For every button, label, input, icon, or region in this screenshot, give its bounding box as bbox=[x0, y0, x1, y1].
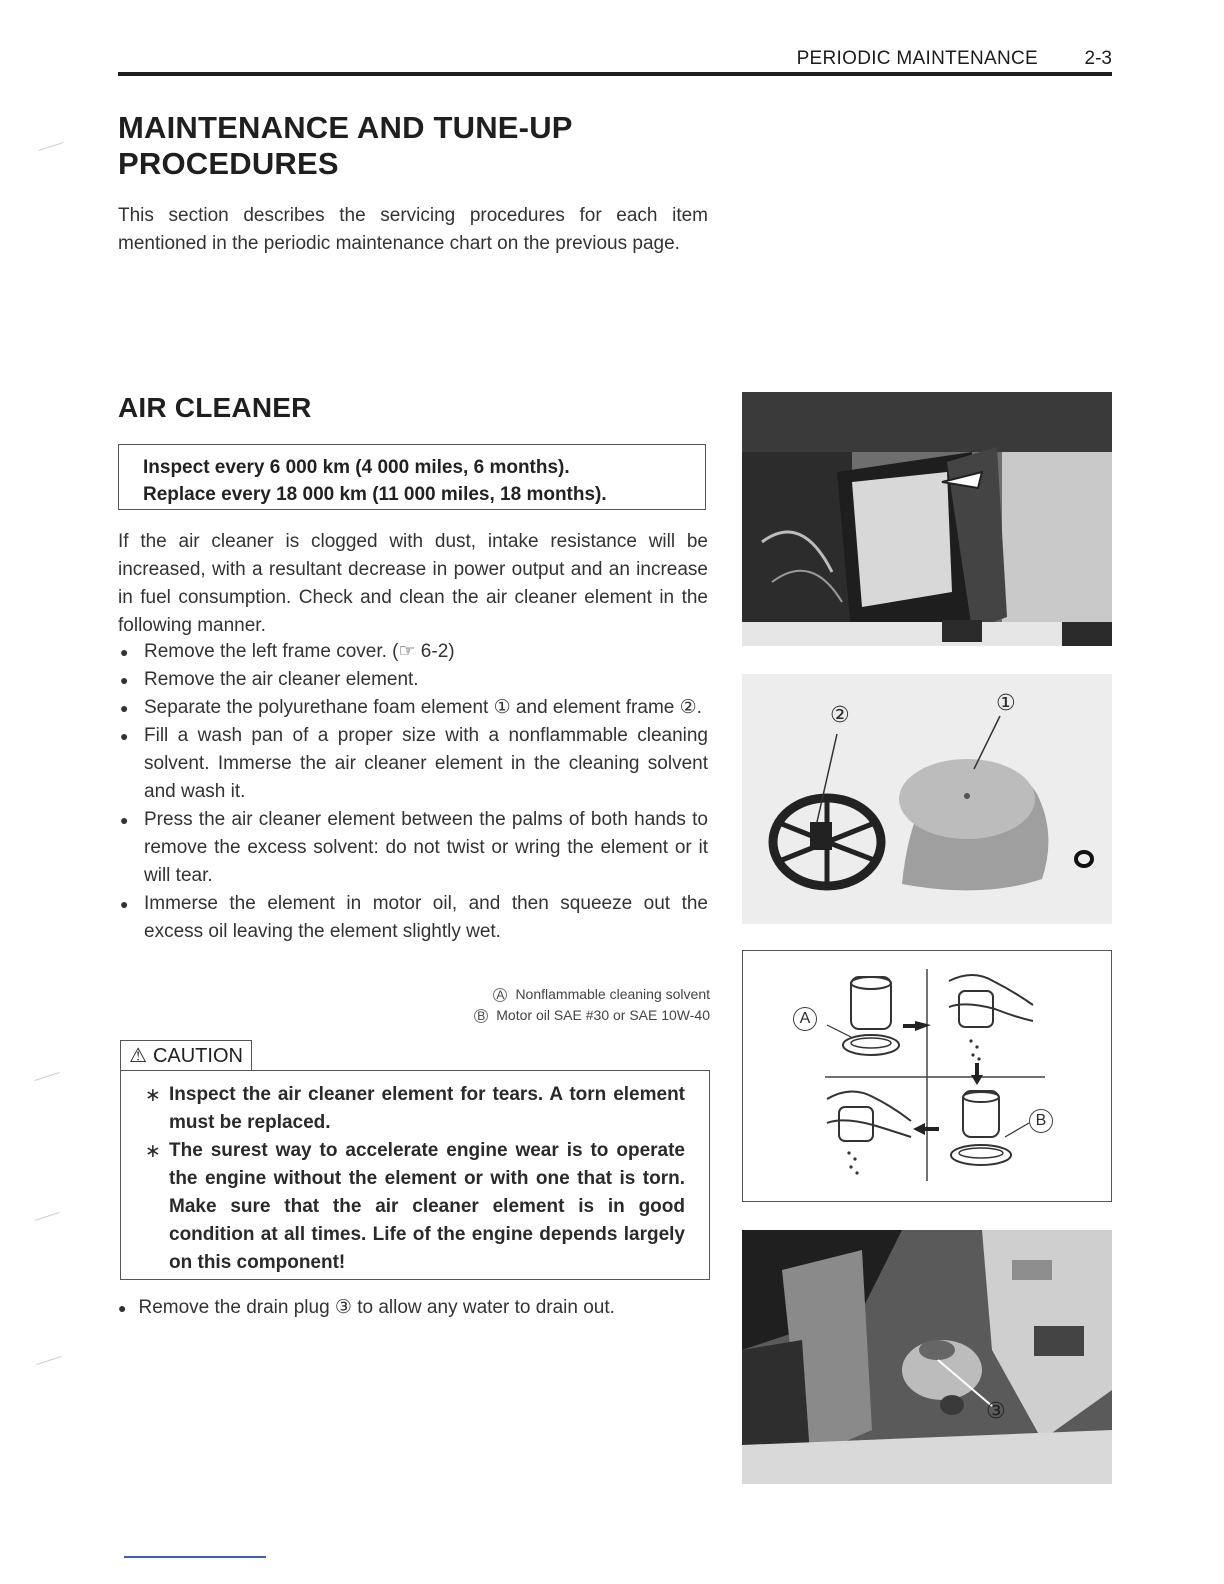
procedure-steps bbox=[118, 638, 708, 946]
step-text: Fill a wash pan of a proper size with a nonflammable cleaning solvent. Immerse the air cleaner element in the cleaning solvent and wash it. bbox=[144, 725, 708, 802]
cleaning-diagram-drawing bbox=[743, 951, 1110, 1200]
asterisk-icon: ∗ bbox=[145, 1141, 161, 1162]
photo-filter-element bbox=[742, 674, 1112, 924]
title-line-1: MAINTENANCE AND TUNE-UP bbox=[118, 110, 573, 145]
step-text: Immerse the element in motor oil, and then squeeze out the excess oil leaving the element slightly wet. bbox=[144, 893, 708, 942]
scan-mark bbox=[36, 1356, 61, 1365]
asterisk-icon: ∗ bbox=[145, 1085, 161, 1106]
drain-plug-step bbox=[118, 1294, 708, 1322]
legend-item-b bbox=[420, 1005, 710, 1026]
legend-text-a: Nonflammable cleaning solvent bbox=[515, 986, 710, 1002]
section-title-air-cleaner: AIR CLEANER bbox=[118, 392, 312, 423]
header-rule bbox=[118, 72, 1112, 76]
section-title-maintenance bbox=[118, 110, 678, 182]
label-a: A bbox=[793, 1007, 817, 1031]
header-page-number: 2-3 bbox=[1084, 48, 1112, 69]
air-cleaner-paragraph: If the air cleaner is clogged with dust, intake resistance will be increased, with a resultant decrease in power output and an increase in fuel consumption. Check and clean the air cleaner element in the following manner. bbox=[118, 531, 708, 636]
step-text: Remove the drain plug ③ to allow any water to drain out. bbox=[138, 1297, 615, 1318]
title-line-2: PROCEDURES bbox=[118, 146, 339, 181]
scan-mark bbox=[34, 1072, 59, 1081]
scan-mark bbox=[38, 142, 63, 151]
bullet-icon: ● bbox=[120, 812, 129, 828]
list-item bbox=[118, 722, 708, 806]
caution-tag bbox=[120, 1040, 252, 1071]
step-text: Separate the polyurethane foam element ① and element frame ②. bbox=[144, 697, 702, 718]
header-section-title: PERIODIC MAINTENANCE bbox=[796, 48, 1038, 69]
caution-text: The surest way to accelerate engine wear is to operate the engine without the element or with one that is torn. Make sure that the air cleaner element is in good condition at all times. Life of the engine depends largely on this component! bbox=[169, 1140, 685, 1273]
list-item bbox=[118, 666, 708, 694]
footer-rule bbox=[124, 1556, 266, 1558]
label-b: B bbox=[1029, 1109, 1053, 1133]
warning-triangle-icon: ⚠ bbox=[129, 1045, 147, 1067]
filter-element-image bbox=[742, 674, 1112, 924]
photo-airbox bbox=[742, 392, 1112, 646]
bullet-icon: ● bbox=[120, 644, 129, 660]
interval-replace: Replace every 18 000 km (11 000 miles, 18 months). bbox=[143, 484, 607, 505]
cleaning-diagram bbox=[742, 950, 1112, 1202]
running-header bbox=[118, 44, 1112, 74]
step-text: Remove the air cleaner element. bbox=[144, 669, 419, 690]
callout-1: ① bbox=[996, 690, 1016, 715]
legend bbox=[420, 984, 710, 1026]
drain-plug-image bbox=[742, 1230, 1112, 1484]
list-item bbox=[118, 638, 708, 666]
list-item bbox=[118, 806, 708, 890]
legend-label-a: A bbox=[493, 988, 507, 1002]
legend-text-b: Motor oil SAE #30 or SAE 10W-40 bbox=[496, 1007, 710, 1023]
legend-label-b: B bbox=[474, 1009, 488, 1023]
scan-mark bbox=[34, 1212, 59, 1221]
interval-box bbox=[118, 444, 706, 510]
bullet-icon: ● bbox=[118, 1300, 127, 1316]
callout-2: ② bbox=[830, 702, 850, 727]
bullet-icon: ● bbox=[120, 700, 129, 716]
callout-3: ③ bbox=[986, 1398, 1006, 1423]
intro-paragraph: This section describes the servicing procedures for each item mentioned in the periodic maintenance chart on the previous page. bbox=[118, 205, 708, 254]
bullet-icon: ● bbox=[120, 896, 129, 912]
step-text: Remove the left frame cover. (☞ 6-2) bbox=[144, 641, 455, 662]
caution-text: Inspect the air cleaner element for tears. A torn element must be replaced. bbox=[169, 1084, 685, 1133]
caution-label: CAUTION bbox=[152, 1045, 243, 1067]
photo-drain-plug bbox=[742, 1230, 1112, 1484]
legend-item-a bbox=[420, 984, 710, 1005]
list-item bbox=[118, 890, 708, 946]
bullet-icon: ● bbox=[120, 672, 129, 688]
list-item bbox=[118, 694, 708, 722]
caution-item bbox=[145, 1137, 685, 1277]
caution-item bbox=[145, 1081, 685, 1137]
interval-inspect: Inspect every 6 000 km (4 000 miles, 6 months). bbox=[143, 457, 570, 478]
step-text: Press the air cleaner element between the palms of both hands to remove the excess solvent: do not twist or wring the element or it will tear. bbox=[144, 809, 708, 886]
caution-box bbox=[120, 1070, 710, 1280]
airbox-image bbox=[742, 392, 1112, 646]
bullet-icon: ● bbox=[120, 728, 129, 744]
